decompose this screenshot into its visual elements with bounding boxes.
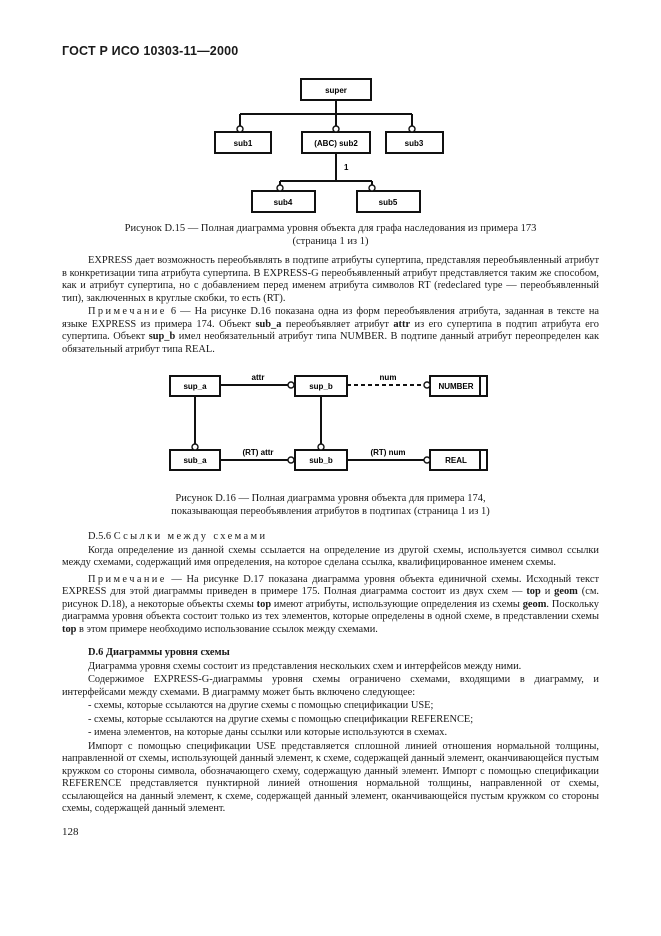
circle-sub5-icon — [369, 185, 375, 191]
paragraph-redeclaration: EXPRESS дает возможность переобъявлять в подтипе атрибуты супертипа, представляя переобъявленный атрибут в конкретизации типа атрибута супертипа. В EXPRESS-G переобъявленный атрибут представляется таким же способом, как и атрибут супертипа, но с добавлением перед именем атрибута символов RT (redeclared type — переобъявленный тип), заключенных в круглые скобки, то есть (RT). Примечание 6 — На рисунке D.16 показана одна из форм переобъявления атрибута, заданная в тексте на языке EXPRESS из примера 174. Объект sub_a переобъявляет атрибут attr из его супертипа в подтип атрибута его супертипа. Объект sup_b имел необязательный атрибут типа NUMBER. В подтипе данный атрибут переопределен как обязательный атрибут типа REAL. — [62, 255, 599, 355]
circle-attr-icon — [288, 382, 294, 388]
heading-d556: D.5.6 Ссылки между схемами — [88, 531, 268, 542]
label-sub3: sub3 — [404, 139, 424, 148]
label-sub5: sub5 — [378, 198, 398, 207]
circle-sub1-icon — [237, 126, 243, 132]
list-item: - имена элементов, на которые даны ссылки или которые используются в схемах. — [88, 727, 448, 738]
circle-sub-b-icon — [318, 444, 324, 450]
circle-sub3-icon — [409, 126, 415, 132]
label-sub-b: sub_b — [309, 456, 333, 465]
label-real: REAL — [445, 456, 467, 465]
label-sub-a: sub_a — [183, 456, 207, 465]
page-number: 128 — [62, 826, 79, 838]
label-one: 1 — [344, 163, 349, 172]
label-rt-num: (RT) num — [370, 448, 406, 457]
note-d17: Примечание — На рисунке D.17 показана диаграмма уровня объекта единичной схемы. Исходный текст EXPRESS для этой диаграммы приведен в примере 175. Полная диаграмма состоит из двух схем — top и geom (см. рисунок D.18), а некоторые объекты схемы top имеют атрибуты, использующие определения из схемы geom. Поскольку диаграмма уровня объекта состоит только из тех элементов, которые определены в одной схеме, в представлении схемы top в этом примере необходимо использование ссылок между схемами. — [62, 573, 599, 635]
circle-sub-a-icon — [192, 444, 198, 450]
caption-d15: Рисунок D.15 — Полная диаграмма уровня объекта для графа наследования из примера 173 (страница 1 из 1) — [124, 223, 537, 247]
label-number: NUMBER — [438, 382, 474, 391]
circle-rt-attr-icon — [288, 457, 294, 463]
heading-d6: D.6 Диаграммы уровня схемы — [88, 647, 230, 658]
section-d556: D.5.6 Ссылки между схемами Когда определение из данной схемы ссылается на определение из другой схемы, используется символ ссылки между схемами, содержащий имя определения, на которое сделана ссылка, квалифицированное именем схемы. Примечание — На рисунке D.17 показана диаграмма уровня объекта единичной схемы. Исходный текст EXPRESS для этой диаграммы приведен в примере 175. Полная диаграмма состоит из двух схем — top и geom (см. рисунок D.18), а некоторые объекты схемы top имеют атрибуты, использующие определения из схемы geom. Поскольку диаграмма уровня объекта состоит только из тех элементов, которые определены в одной схеме, в представлении схемы top в этом примере необходимо использование ссылок между схемами. — [62, 531, 599, 635]
label-sup-b: sup_b — [309, 382, 333, 391]
page-header: ГОСТ Р ИСО 10303-11—2000 — [62, 44, 239, 58]
circle-sub2-icon — [333, 126, 339, 132]
circle-num-icon — [424, 382, 430, 388]
figure-d16 — [0, 365, 661, 485]
list-item: - схемы, которые ссылаются на другие схемы с помощью спецификации USE; — [88, 700, 434, 711]
label-attr: attr — [251, 373, 265, 382]
note-6: Примечание 6 — На рисунке D.16 показана одна из форм переобъявления атрибута, заданная в тексте на языке EXPRESS из примера 174. Объект sub_a переобъявляет атрибут attr из его супертипа в подтип атрибута его супертипа. Объект sup_b имел необязательный атрибут типа NUMBER. В подтипе данный атрибут переопределен как обязательный атрибут типа REAL. — [62, 306, 599, 355]
label-sub4: sub4 — [273, 198, 293, 207]
label-sub1: sub1 — [233, 139, 253, 148]
label-sub2: (ABC) sub2 — [314, 139, 358, 148]
circle-sub4-icon — [277, 185, 283, 191]
list-item: - схемы, которые ссылаются на другие схемы с помощью спецификации REFERENCE; — [88, 713, 474, 725]
section-d6: D.6 Диаграммы уровня схемы Диаграмма уровня схемы состоит из представления нескольких схем и интерфейсов между ними. Содержимое EXPRESS-G-диаграммы уровня схемы ограничено схемами, входящими в диаграмму, и интерфейсами между схемами. В диаграмму может быть включено следующее: - схемы, которые ссылаются на другие схемы с помощью спецификации USE; - схемы, которые ссылаются на другие схемы с помощью спецификации REFERENCE; - имена элементов, на которые даны ссылки или которые используются в схемах. Импорт с помощью спецификации USE представляется сплошной линией отношения нормальной толщины, направленной от схемы, использующей данный элемент, к схеме, содержащей данный элемент, оканчивающейся пустым кружком со стороны символа, обозначающего схему, содержащую данный элемент. Импорт с помощью спецификации REFERENCE представляется пунктирной линией отношения нормальной толщины, направленной от схемы, ссылающейся на данный элемент, к схеме, содержащей данный элемент, оканчивающейся пустым кружком со стороны схемы, содержащей данный элемент. — [62, 647, 599, 814]
label-num: num — [379, 373, 397, 382]
label-sup-a: sup_a — [183, 382, 207, 391]
label-super: super — [325, 86, 347, 95]
caption-d16: Рисунок D.16 — Полная диаграмма уровня объекта для примера 174, показывающая переобъявления атрибутов в подтипах (страница 1 из 1) — [171, 493, 490, 517]
label-rt-attr: (RT) attr — [242, 448, 274, 457]
circle-rt-num-icon — [424, 457, 430, 463]
